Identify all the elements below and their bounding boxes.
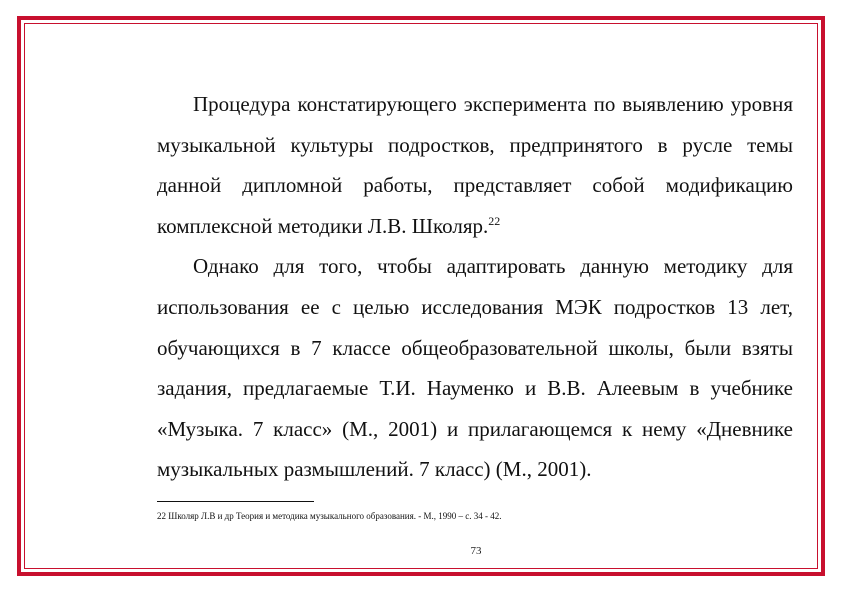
paragraph-1 bbox=[157, 84, 793, 246]
footnote-separator bbox=[157, 501, 314, 502]
footnote-reference[interactable]: 22 bbox=[488, 213, 501, 228]
body-text bbox=[157, 84, 793, 490]
footnote-number: 22 bbox=[157, 511, 166, 521]
footnote-text: Школяр Л.В и др Теория и методика музыкального образования. - М., 1990 – с. 34 - 42. bbox=[168, 511, 502, 521]
paragraph-2 bbox=[157, 246, 793, 490]
page-number: 73 bbox=[470, 545, 482, 557]
footnote bbox=[157, 510, 657, 522]
paragraph-1-text: Процедура констатирующего эксперимента по выявлению уровня музыкальной культуры подростков, предпринятого в русле темы данной дипломной работы, представляет собой модификацию комплексной методики Л.В. Школяр. bbox=[157, 92, 793, 238]
paragraph-2-text: Однако для того, чтобы адаптировать данную методику для использования ее с целью исследования МЭК подростков 13 лет, обучающихся в 7 классе общеобразовательной школы, были взяты задания, предлагаемые Т.И. Науменко и В.В. Алеевым в учебнике «Музыка. 7 класс» (М., 2001) и прилагающемся к нему «Дневнике музыкальных размышлений. 7 класс) (М., 2001). bbox=[157, 254, 793, 482]
